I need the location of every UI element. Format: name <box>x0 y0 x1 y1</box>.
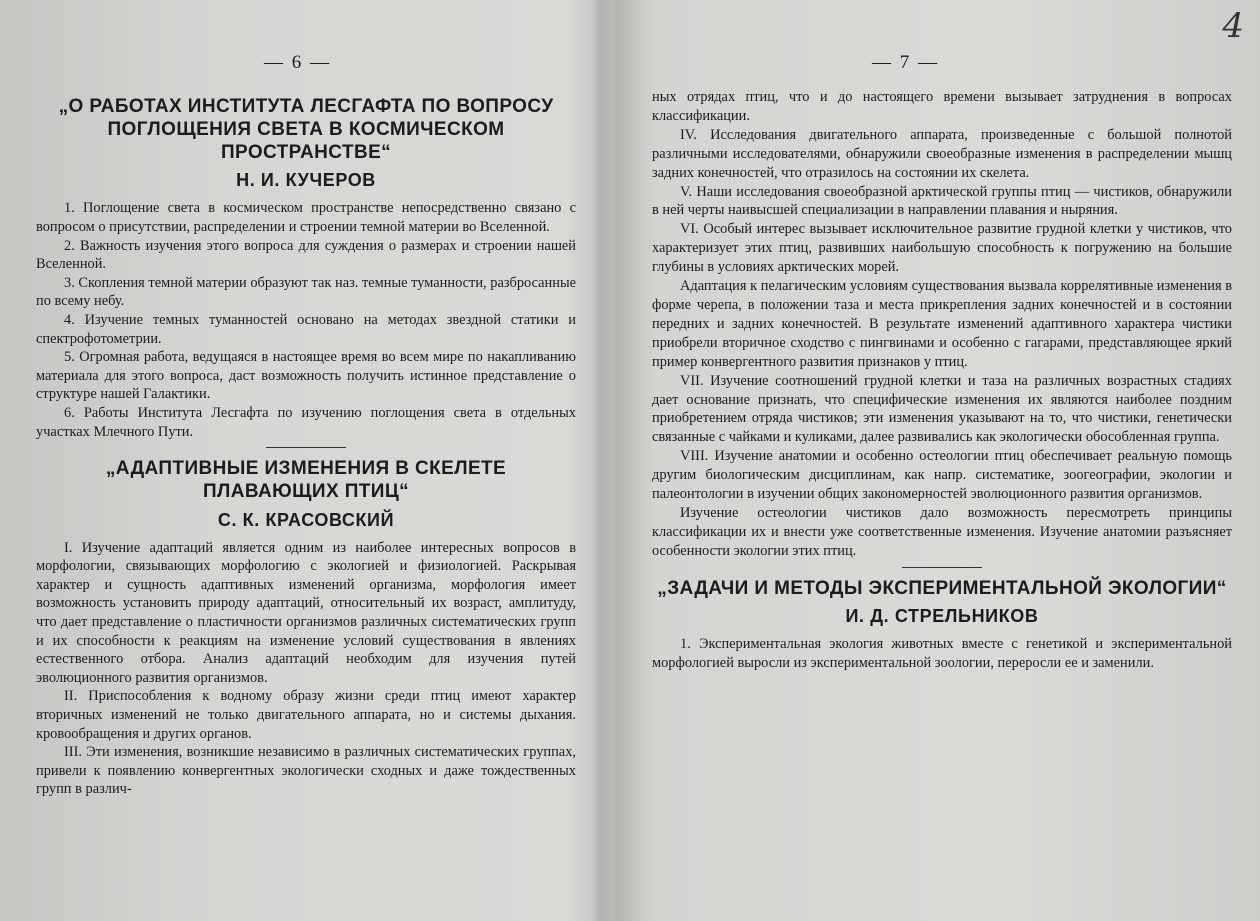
paragraph: IV. Исследования двигательного аппарата, произведенные с большой полнотой различными исследователями, обнаружили своеобразные изменения в распределении мышц задних конечностей, что отразилось на состоянии их скелета. <box>652 126 1232 181</box>
paragraph: 1. Экспериментальная экология животных вместе с генетикой и экспериментальной морфологией выросли из экспериментальной зоологии, переросли ее и заменили. <box>652 636 1232 672</box>
paragraph: VI. Особый интерес вызывает исключительное развитие грудной клетки у чистиков, что характеризует этих птиц, развивших наибольшую способность к погружению на большие глубины в условиях арктических морей. <box>652 221 1232 276</box>
book-gutter <box>592 0 614 921</box>
paragraph: 5. Огромная работа, ведущаяся в настоящее время во всем мире по накапливанию материала для этого вопроса, даст возможность получить истинное представление о структуре нашей Галактики. <box>36 349 576 403</box>
right-page <box>620 0 1260 921</box>
article-author-strelnikov: И. Д. СТРЕЛЬНИКОВ <box>845 606 1039 627</box>
left-page <box>24 0 590 921</box>
paragraph: ных отрядах птиц, что и до настоящего времени вызывает затруднения в вопросах классификации. <box>652 89 1232 124</box>
article-title-experimental-ecology: „ЗАДАЧИ И МЕТОДЫ ЭКСПЕРИМЕНТАЛЬНОЙ ЭКОЛОГИИ“ <box>657 577 1227 599</box>
paragraph: Адаптация к пелагическим условиям существования вызвала коррелятивные изменения в форме черепа, в положении таза и места прикрепления задних конечностей и в состоянии передних и задних конечностей. В результате изменений адаптивного характера чистики приобрели вторичное сходство с пингвинами и особенно с гагарами, представляющее яркий пример конвергентного развития признаков у птиц. <box>652 278 1232 370</box>
paragraph: II. Приспособления к водному образу жизни среди птиц имеют характер вторичных изменений не только двигательного аппарата, но и системы дыхания. кровообращения и других органов. <box>36 688 576 742</box>
section-divider <box>902 567 982 568</box>
paragraph: 2. Важность изучения этого вопроса для суждения о размерах и строении нашей Вселенной. <box>36 237 576 273</box>
left-column <box>36 96 576 799</box>
paragraph: 1. Поглощение света в космическом пространстве непосредственно связано с вопросом о присутствии, распределении и строении темной материи во Вселенной. <box>36 200 576 235</box>
paragraph: III. Эти изменения, возникшие независимо в различных систематических группах, привели к появлению конвергентных экологически сходных и даже тождественных групп в различ- <box>36 744 576 798</box>
paragraph: 4. Изучение темных туманностей основано на методах звездной статики и спектрофотометрии. <box>36 311 576 347</box>
handwritten-page-mark: 4 <box>1222 6 1244 46</box>
article-author-kucherov: Н. И. КУЧЕРОВ <box>236 170 376 191</box>
page-number-7: — 7 — <box>872 52 939 73</box>
paragraph: V. Наши исследования своеобразной арктической группы птиц — чистиков, обнаружили в ней черты наивысшей специализации в направлении плавания и ныряния. <box>652 183 1232 219</box>
page-number-6: — 6 — <box>264 52 331 73</box>
article-title-lesgaft: „О РАБОТАХ ИНСТИТУТА ЛЕСГАФТА ПО ВОПРОСУ ПОГЛОЩЕНИЯ СВЕТА В КОСМИЧЕСКОМ ПРОСТРАНСТВЕ“ <box>58 96 554 163</box>
article-title-adaptive: „АДАПТИВНЫЕ ИЗМЕНЕНИЯ В СКЕЛЕТЕ ПЛАВАЮЩИХ ПТИЦ“ <box>105 458 507 502</box>
article-author-krasovsky: С. К. КРАСОВСКИЙ <box>217 509 395 530</box>
paragraph: Изучение остеологии чистиков дало возможность пересмотреть принципы классификации их и внести уже соответственные изменения. Изучение анатомии разъясняет особенности экологии этих птиц. <box>652 504 1232 559</box>
right-column <box>652 88 1232 673</box>
paragraph: VII. Изучение соотношений грудной клетки и таза на различных возрастных стадиях дает основание признать, что специфические изменения их являются наиболее поздним приобретением отряда чистиков; эти изменения указывают на то, что чистики, генетически связанные с чайками и куликами, далее развивались как экологически обособленная группа. <box>652 372 1232 446</box>
paragraph: 3. Скопления темной материи образуют так наз. темные туманности, разбросанные по всему небу. <box>36 274 576 310</box>
section-divider <box>266 447 346 448</box>
paragraph: VIII. Изучение анатомии и особенно остеологии птиц обеспечивает реальную помощь другим биологическим дисциплинам, как напр. систематике, зоогеографии, экологии и палеонтологии в изучении общих закономерностей эволюционного развития организмов. <box>652 448 1232 503</box>
paragraph: I. Изучение адаптаций является одним из наиболее интересных вопросов в морфологии, связывающих морфологию с экологией и физиологией. Раскрывая характер и сущность адаптивных изменений организма, морфология имеет возможность установить природу адаптаций, относительный их возраст, амплитуду, что дает представление о пластичности организмов различных систематических групп и их способности к реакциям на изменение условий существования в явлениях естественного отбора. Анализ адаптаций необходим для изучения путей эволюционного развития организмов. <box>36 539 576 686</box>
paragraph: 6. Работы Института Лесгафта по изучению поглощения света в отдельных участках Млечного Пути. <box>36 404 576 440</box>
